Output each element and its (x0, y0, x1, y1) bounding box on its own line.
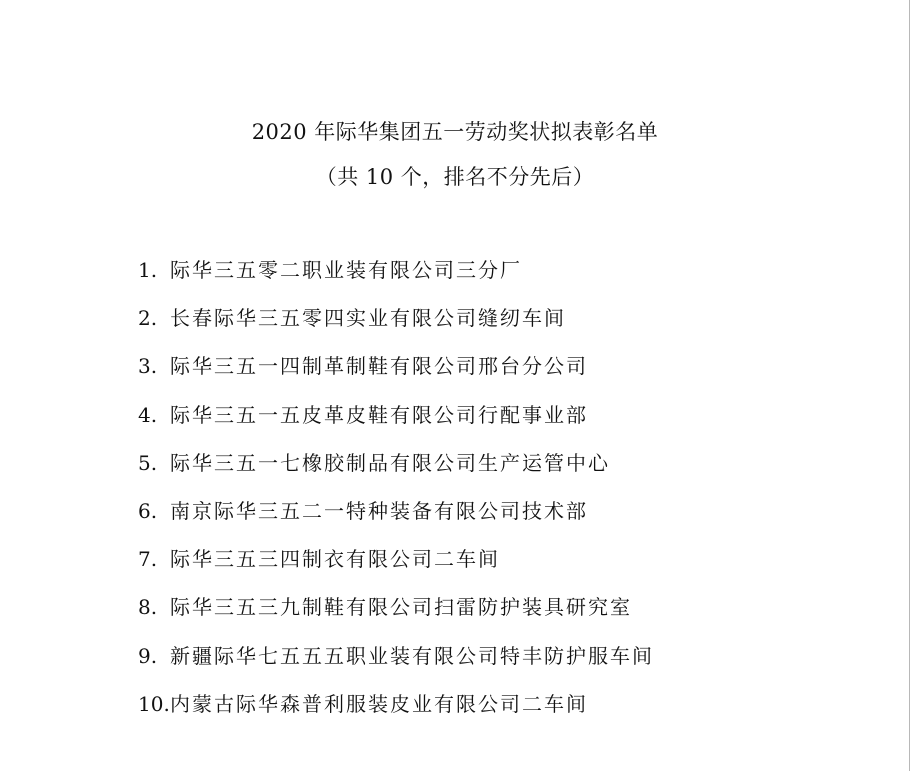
list-item-number: 3. (138, 354, 158, 379)
list-item (138, 348, 654, 396)
award-list (138, 252, 654, 734)
list-item-name: 内蒙古际华森普利服装皮业有限公司二车间 (170, 691, 588, 716)
document-subtitle: （共 10 个，排名不分先后） (315, 165, 595, 189)
list-item (138, 397, 654, 445)
list-item-name: 际华三五一四制革制鞋有限公司邢台分公司 (170, 354, 588, 379)
list-item (138, 589, 654, 637)
list-item-name: 际华三五一七橡胶制品有限公司生产运管中心 (170, 450, 610, 475)
list-item-number: 10. (138, 691, 170, 716)
list-item-number: 2. (138, 306, 158, 331)
list-item-name: 际华三五三四制衣有限公司二车间 (170, 547, 500, 572)
list-item-name: 际华三五零二职业装有限公司三分厂 (170, 258, 522, 282)
document-title: 2020 年际华集团五一劳动奖状拟表彰名单 (251, 120, 659, 144)
list-item (138, 541, 654, 589)
list-item-number: 8. (138, 595, 158, 620)
list-item (138, 445, 654, 493)
list-item-name: 际华三五一五皮革皮鞋有限公司行配事业部 (170, 402, 588, 427)
list-item (138, 638, 654, 686)
list-item-name: 南京际华三五二一特种装备有限公司技术部 (170, 498, 588, 523)
list-item-name: 长春际华三五零四实业有限公司缝纫车间 (170, 306, 566, 331)
list-item (138, 493, 654, 541)
list-item-name: 新疆际华七五五五职业装有限公司特丰防护服车间 (170, 643, 654, 668)
list-item (138, 300, 654, 348)
list-item (138, 252, 654, 300)
list-item-name: 际华三五三九制鞋有限公司扫雷防护装具研究室 (170, 595, 632, 620)
list-item-number: 5. (138, 450, 158, 475)
list-item-number: 1. (138, 258, 158, 282)
list-item (138, 686, 654, 734)
list-item-number: 7. (138, 547, 158, 572)
list-item-number: 4. (138, 402, 158, 427)
list-item-number: 6. (138, 498, 158, 523)
list-item-number: 9. (138, 643, 158, 668)
